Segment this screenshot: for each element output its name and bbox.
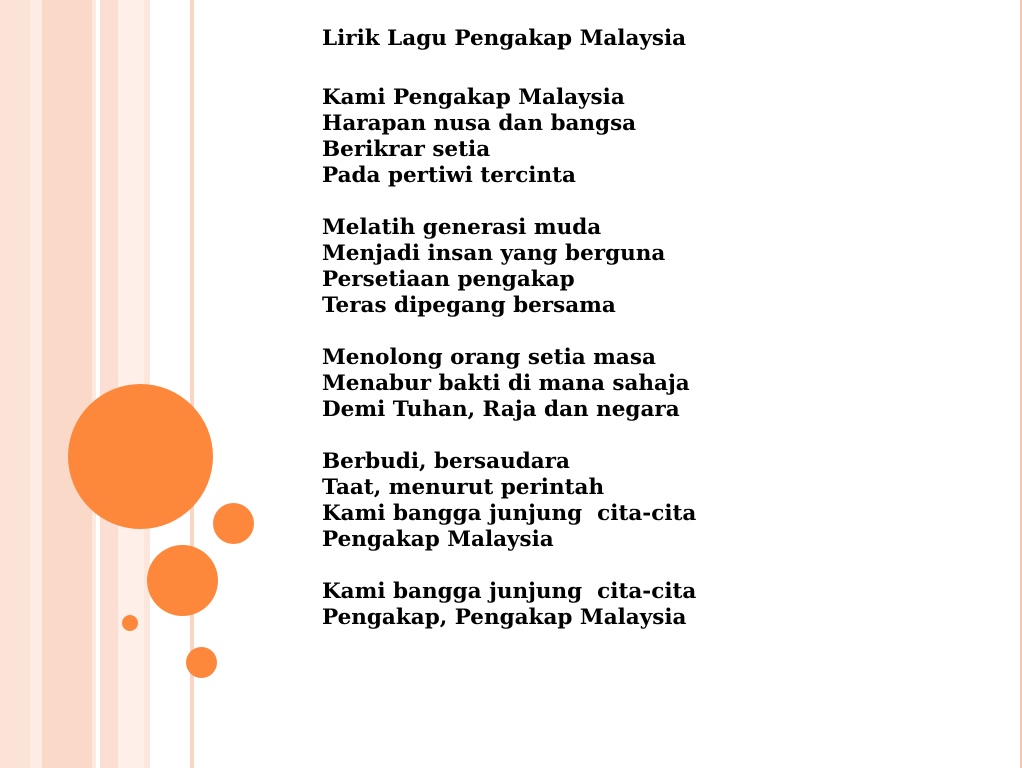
stanza-2 xyxy=(322,215,1002,319)
lyric-line: Menabur bakti di mana sahaja xyxy=(322,371,690,396)
lyric-line: Teras dipegang bersama xyxy=(322,293,616,318)
lyric-line: Menjadi insan yang berguna xyxy=(322,241,666,266)
stanza-3 xyxy=(322,345,1002,423)
lyric-line: Berbudi, bersaudara xyxy=(322,449,570,474)
lyric-line: Pengakap, Pengakap Malaysia xyxy=(322,605,687,630)
lyric-line: Kami bangga junjung cita-cita xyxy=(322,501,697,526)
lyric-line: Demi Tuhan, Raja dan negara xyxy=(322,397,680,422)
decorative-circle-lower xyxy=(186,647,217,678)
lyric-line: Pengakap Malaysia xyxy=(322,527,554,552)
lyric-line: Pada pertiwi tercinta xyxy=(322,163,576,188)
stanza-4 xyxy=(322,449,1002,553)
lyric-line: Harapan nusa dan bangsa xyxy=(322,111,637,136)
decorative-circle-tiny xyxy=(122,615,138,631)
lyric-line: Kami Pengakap Malaysia xyxy=(322,85,625,110)
lyric-line: Berikrar setia xyxy=(322,137,491,162)
decorative-circle-small xyxy=(213,503,254,544)
decorative-stripe xyxy=(42,0,92,768)
lyric-line: Menolong orang setia masa xyxy=(322,345,656,370)
lyric-line: Melatih generasi muda xyxy=(322,215,602,240)
decorative-stripe xyxy=(0,0,30,768)
page-title: Lirik Lagu Pengakap Malaysia xyxy=(322,26,687,51)
lyrics-content xyxy=(322,26,1002,657)
stanza-1 xyxy=(322,85,1002,189)
stanza-5 xyxy=(322,579,1002,631)
decorative-circle-medium xyxy=(147,545,218,616)
decorative-stripe xyxy=(30,0,42,768)
lyric-line: Kami bangga junjung cita-cita xyxy=(322,579,697,604)
decorative-stripe xyxy=(100,0,118,768)
lyric-line: Persetiaan pengakap xyxy=(322,267,575,292)
lyric-line: Taat, menurut perintah xyxy=(322,475,605,500)
decorative-circle-large xyxy=(68,384,213,529)
